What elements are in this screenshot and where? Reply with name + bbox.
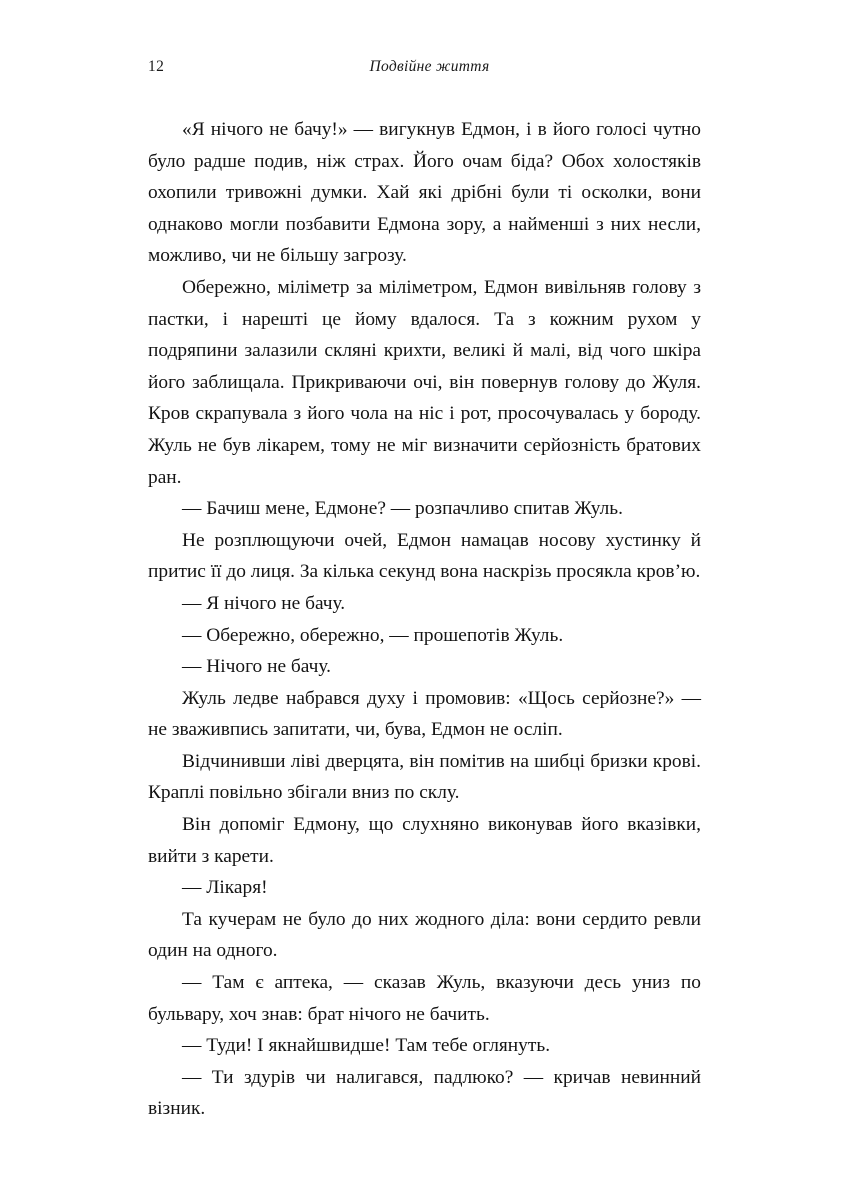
paragraph: Відчинивши ліві дверцята, він помітив на шибці бризки крові. Краплі повільно збігали вниз по склу. xyxy=(148,750,701,804)
paragraph: — Нічого не бачу. xyxy=(182,656,331,678)
paragraph: — Обережно, обережно, — прошепотів Жуль. xyxy=(182,624,564,646)
paragraph: «Я нічого не бачу!» — вигукнув Едмон, і в його голосі чутно було радше подив, ніж страх. Його очам біда? Обох холостяків охопили тривожні думки. Хай які дрібні були ті осколки, вони однаково могли позбавити Едмона зору, а найменші з них несли, можливо, чи не більшу загрозу. xyxy=(148,119,701,267)
paragraph: Не розплющуючи очей, Едмон намацав носову хустинку й притис її до лиця. За кілька секунд вона наскрізь просякла кров’ю. xyxy=(148,529,701,583)
paragraph: — Лікаря! xyxy=(182,877,268,899)
paragraph: — Бачиш мене, Едмоне? — розпачливо спитав Жуль. xyxy=(182,498,623,520)
body-text xyxy=(148,114,701,1125)
paragraph: — Ти здурів чи налигався, падлюко? — кричав невинний візник. xyxy=(148,1066,701,1120)
paragraph: Обережно, міліметр за міліметром, Едмон вивільняв голову з пастки, і нарешті це йому вдалося. Та з кожним рухом у подряпини залазили скляні крихти, великі й малі, від чого шкіра його заблищала. Прикриваючи очі, він повернув голову до Жуля. Кров скрапувала з його чола на ніс і рот, просочувалась у бороду. Жуль не був лікарем, тому не міг визначити серйозність братових ран. xyxy=(148,276,701,488)
paragraph: Жуль ледве набрався духу і промовив: «Щось серйозне?» — не зваживпись запитати, чи, бува, Едмон не осліп. xyxy=(148,687,701,741)
paragraph: — Я нічого не бачу. xyxy=(182,592,346,614)
book-title: Подвійне життя xyxy=(369,58,490,75)
paragraph: Він допоміг Едмону, що слухняно виконував його вказівки, вийти з карети. xyxy=(148,814,701,867)
paragraph: — Там є аптека, — сказав Жуль, вказуючи десь униз по бульвару, хоч знав: брат нічого не бачить. xyxy=(148,972,701,1025)
paragraph: — Туди! І якнайшвидше! Там тебе оглянуть. xyxy=(182,1035,551,1057)
page-number: 12 xyxy=(148,58,165,75)
paragraph: Та кучерам не було до них жодного діла: вони сердито ревли один на одного. xyxy=(148,908,701,962)
running-head xyxy=(148,58,701,88)
